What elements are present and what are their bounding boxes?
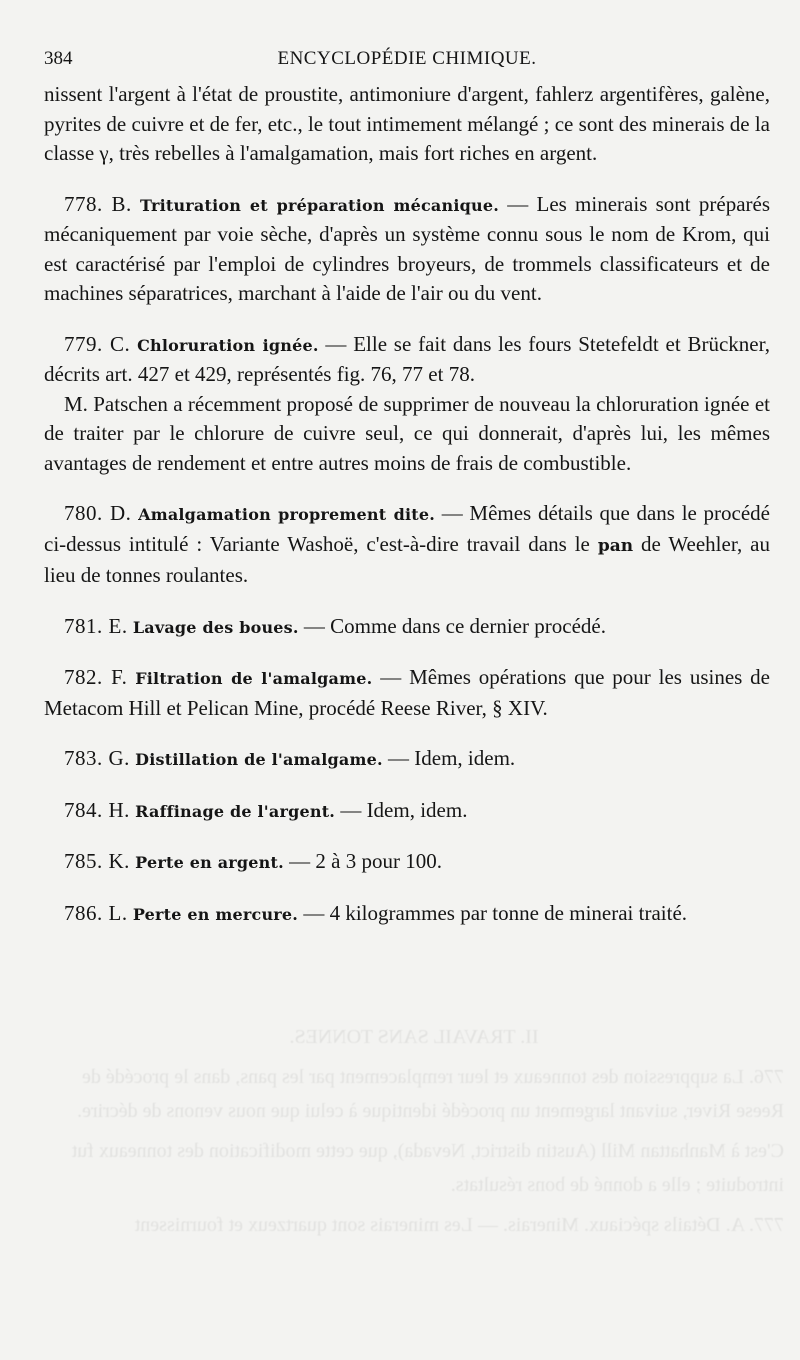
section-778 (44, 190, 770, 309)
section-text: — Comme dans ce dernier procédé. (298, 613, 606, 638)
show-through-text (44, 1020, 784, 1248)
section-number: 780. D. (64, 501, 132, 525)
section-text: — 2 à 3 pour 100. (283, 849, 442, 873)
section-text: — 4 kilogrammes par tonne de minerai traité. (298, 900, 688, 925)
section-number: 784. H. (64, 797, 130, 822)
section-number: 778. B. (64, 191, 132, 216)
bleed-line: 777. A. Détails spéciaux. Minerais. — Les minerais sont quartzeux et fournissent (134, 1214, 784, 1236)
section-title: Filtration de l'amalgame. (135, 669, 373, 688)
section-title: Amalgamation proprement dite. (138, 505, 435, 524)
section-title: Lavage des boues. (132, 617, 299, 637)
section-number: 781. E. (64, 613, 128, 638)
section-779 (44, 330, 770, 390)
section-number: 785. K. (64, 849, 130, 873)
section-text: — Mêmes détails que dans le procédé ci-dessus intitulé : Variante Washoë, c'est-à-dire travail dans le (44, 501, 771, 556)
section-number: 782. F. (64, 665, 128, 689)
section-781 (44, 612, 770, 643)
section-782 (44, 663, 770, 723)
bleed-line: C'est à Manhattan Mill (Austin district, Nevada), que cette modification des tonneaux fut introduite ; elle a donné de bons résultats. (71, 1140, 784, 1196)
section-784 (44, 796, 770, 827)
section-title: Perte en mercure. (132, 904, 299, 924)
section-text: — Les minerais sont préparés mécaniquement par voie sèche, d'après un système connu sous le nom de Krom, qui est caractérisé par l'emploi de cylindres broyeurs, de trommels classificateurs et de machines séparatrices, marchant à l'aide de l'air ou du vent. (44, 191, 771, 305)
page-number: 384 (44, 48, 73, 69)
bleed-line: 776. La suppression des tonneaux et leur remplacement par les pans, dans le procédé de Reese River, suivant largement un procédé identique à celui que nous venons de décrire. (77, 1066, 784, 1122)
intro-paragraph: nissent l'argent à l'état de proustite, antimoniure d'argent, fahlerz argentifères, galène, pyrites de cuivre et de fer, etc., le tout intimement mélangé ; ce sont des minerais de la classe γ, très rebelles à l'amalgamation, mais fort riches en argent. (44, 82, 770, 165)
section-title: Perte en argent. (135, 853, 284, 872)
section-text: — Elle se fait dans les fours Stetefeldt et Brückner, décrits art. 427 et 429, représentés fig. 76, 77 et 78. (44, 331, 770, 386)
section-title: Raffinage de l'argent. (135, 801, 336, 821)
section-text: — Idem, idem. (335, 797, 468, 822)
section-number: 783. G. (64, 746, 130, 770)
section-title: Chloruration ignée. (137, 335, 319, 355)
running-title: ENCYCLOPÉDIE CHIMIQUE. (277, 48, 537, 69)
section-780 (44, 499, 770, 591)
page-header (44, 44, 770, 74)
section-number: 786. L. (64, 900, 128, 925)
section-783 (44, 744, 770, 775)
section-786 (44, 899, 770, 930)
paragraph-patschen: M. Patschen a récemment proposé de supprimer de nouveau la chloruration ignée et de traiter par le chlorure de cuivre seul, ce qui donnerait, d'après lui, les mêmes avantages de rendement et entre autres moins de frais de combustible. (44, 391, 770, 475)
section-text: — Idem, idem. (382, 746, 516, 770)
section-text: — Mêmes opérations que pour les usines de Metacom Hill et Pelican Mine, procédé Reese River, § XIV. (44, 665, 770, 720)
section-text-end: de Weehler, au lieu de tonnes roulantes. (44, 531, 770, 587)
section-title: Distillation de l'amalgame. (135, 750, 383, 769)
section-number: 779. C. (64, 331, 131, 356)
bleed-line: II. TRAVAIL SANS TONNES. (289, 1026, 539, 1048)
section-title: Trituration et préparation mécanique. (140, 195, 499, 215)
page-body (44, 80, 770, 929)
section-785 (44, 847, 770, 878)
term-pan: pan (597, 535, 634, 556)
